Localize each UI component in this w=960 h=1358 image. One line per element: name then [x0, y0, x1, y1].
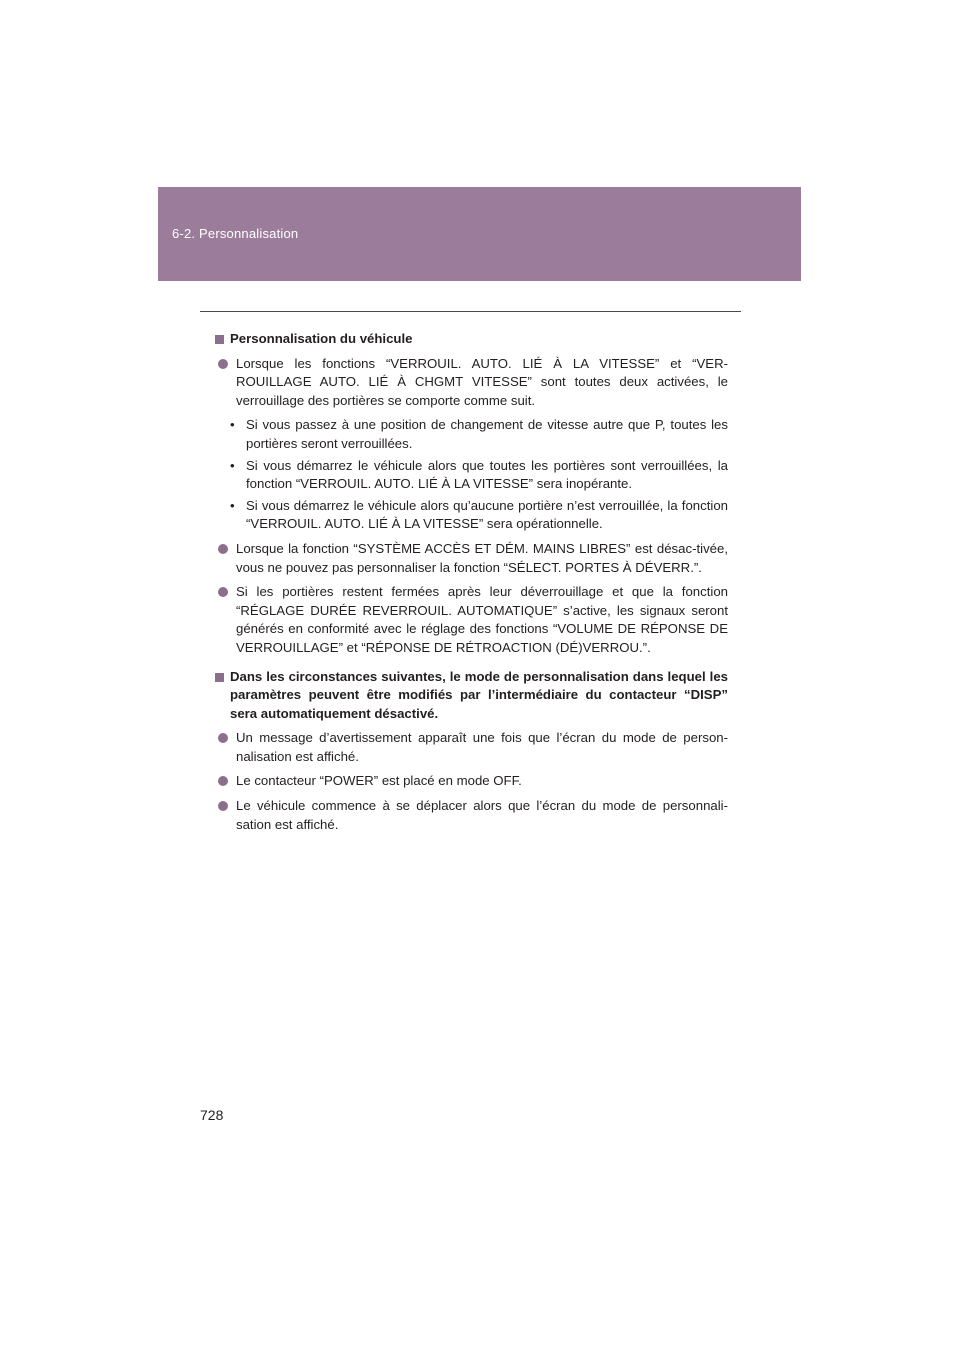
round-bullet-icon: [218, 544, 228, 554]
section-heading: [214, 330, 728, 349]
heading-text: Dans les circonstances suivantes, le mode de personnalisation dans lequel les paramètres peuvent être modifiés par l’intermédiaire du contacteur “DISP” sera automatiquement désactivé.: [230, 668, 728, 721]
page-content: [214, 330, 728, 844]
bullet-text: Lorsque les fonctions “VERROUIL. AUTO. LIÉ À LA VITESSE” et “VER-ROUILLAGE AUTO. LIÉ À CHGMT VITESSE” sont toutes deux activées, le verrouillage des portières se comporte comme suit.: [236, 355, 728, 408]
sub-item: [218, 416, 728, 453]
bullet-item: [218, 355, 728, 411]
sub-item-text: Si vous passez à une position de changement de vitesse autre que P, toutes les portières seront verrouillées.: [246, 417, 728, 451]
square-bullet-icon: [215, 335, 224, 344]
page-number: 728: [200, 1107, 224, 1123]
middle-dot-icon: •: [230, 417, 235, 433]
bullet-text: Un message d’avertissement apparaît une fois que l’écran du mode de person-nalisation est affiché.: [236, 730, 728, 764]
square-bullet-icon: [215, 673, 224, 682]
bullet-item: [218, 540, 728, 577]
round-bullet-icon: [218, 359, 228, 369]
section-auto-deactivation: [214, 668, 728, 835]
middle-dot-icon: •: [230, 497, 235, 513]
bullet-item: [218, 797, 728, 834]
sub-item-text: Si vous démarrez le véhicule alors qu’aucune portière n’est verrouillée, la fonction “VERROUIL. AUTO. LIÉ À LA VITESSE” sera opérationnelle.: [246, 497, 728, 532]
section-vehicle-personalisation: [214, 330, 728, 658]
bullet-item: [218, 729, 728, 766]
sub-item: [218, 457, 728, 494]
round-bullet-icon: [218, 776, 228, 786]
middle-dot-icon: •: [230, 457, 235, 473]
bullet-text: Le contacteur “POWER” est placé en mode OFF.: [236, 773, 522, 789]
bullet-item: [218, 583, 728, 657]
sub-item: [218, 497, 728, 534]
bullet-text: Lorsque la fonction “SYSTÈME ACCÈS ET DÉM. MAINS LIBRES” est désac-tivée, vous ne pouvez pas personnaliser la fonction “SÉLECT. PORTES À DÉVERR.”.: [236, 540, 728, 575]
bullet-text: Si les portières restent fermées après leur déverrouillage et que la fonction “RÉGLAGE DURÉE REVERROUIL. AUTOMATIQUE” s’active, les signaux seront générés en conformité avec le réglage des fonctions “VOLUME DE RÉPONSE DE VERROUILLAGE” et “RÉPONSE DE RÉTROACTION (DÉ)VERROU.”.: [236, 584, 728, 655]
section-title: 6-2. Personnalisation: [172, 226, 299, 241]
bullet-text: Le véhicule commence à se déplacer alors que l’écran du mode de personnali-sation est affiché.: [236, 798, 728, 832]
round-bullet-icon: [218, 587, 228, 597]
section-heading: [214, 668, 728, 724]
bullet-item: [218, 772, 728, 791]
round-bullet-icon: [218, 733, 228, 743]
divider: [200, 311, 741, 312]
heading-text: Personnalisation du véhicule: [230, 331, 413, 346]
round-bullet-icon: [218, 801, 228, 811]
sub-item-text: Si vous démarrez le véhicule alors que toutes les portières sont verrouillées, la fonction “VERROUIL. AUTO. LIÉ À LA VITESSE” sera inopérante.: [246, 457, 728, 492]
